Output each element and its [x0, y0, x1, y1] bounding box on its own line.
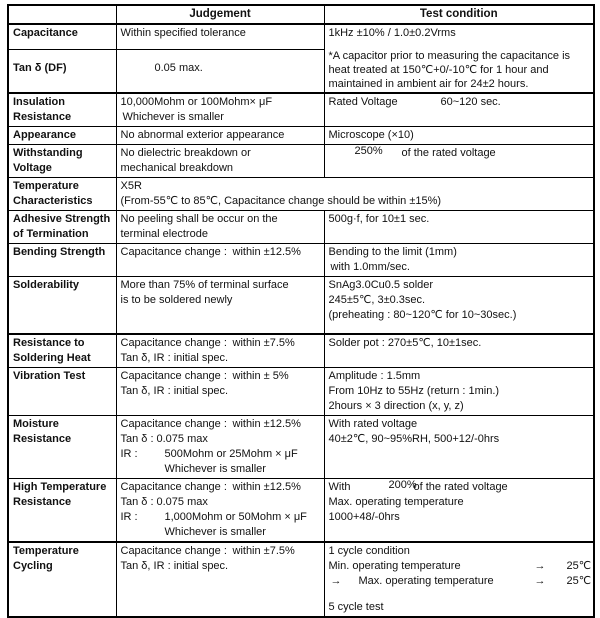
appearance-condition: Microscope (×10) [324, 127, 594, 145]
bending-label: Bending Strength [8, 244, 116, 277]
row-withstanding [8, 145, 594, 178]
vibration-judgement: Capacitance change : within ± 5% Tan δ, IR : initial spec. [116, 367, 324, 415]
adhesive-judgement: No peeling shall be occur on the terminal electrode [116, 211, 324, 244]
moisture-judgement: Capacitance change : within ±12.5% Tan δ : 0.075 max IR : 500Mohm or 25Mohm × μF Whichever is smaller [116, 415, 324, 478]
arrow-icon: → [330, 574, 342, 587]
bending-judgement: Capacitance change : within ±12.5% [116, 244, 324, 277]
solderability-judgement: More than 75% of terminal surface is to be soldered newly [116, 277, 324, 334]
row-capacitance [8, 24, 594, 49]
capacitance-label: Capacitance [8, 24, 116, 49]
row-high-temp [8, 478, 594, 542]
header-judgement: Judgement [116, 5, 324, 24]
spacer [329, 41, 590, 49]
row-temp-cycling [8, 542, 594, 617]
row-bending [8, 244, 594, 277]
high-temp-label: High Temperature Resistance [8, 478, 116, 542]
capacitance-condition-line: 1kHz ±10% / 1.0±0.2Vrms [328, 27, 456, 39]
appearance-label: Appearance [8, 127, 116, 145]
bending-condition: Bending to the limit (1mm) with 1.0mm/sec. [324, 244, 594, 277]
high-temp-judgement: Capacitance change : within ±12.5% Tan δ : 0.075 max IR : 1,000Mohm or 50Mohm × μF Whichever is smaller [116, 478, 324, 542]
insulation-label: Insulation Resistance [8, 93, 116, 127]
row-adhesive [8, 211, 594, 244]
header-test-condition: Test condition [324, 5, 594, 24]
vibration-label: Vibration Test [8, 367, 116, 415]
tan-df-judgement: 0.05 max. [116, 49, 324, 93]
temp-characteristics-merged: X5R (From-55℃ to 85℃, Capacitance change should be within ±15%) [116, 178, 594, 211]
row-insulation [8, 93, 594, 127]
header-row [8, 5, 594, 24]
withstanding-condition: 250% of the rated voltage [324, 145, 594, 178]
row-appearance [8, 127, 594, 145]
adhesive-condition: 500g·f, for 10±1 sec. [324, 211, 594, 244]
row-moisture [8, 415, 594, 478]
adhesive-label: Adhesive Strength of Termination [8, 211, 116, 244]
row-temp-characteristics [8, 178, 594, 211]
temp-cycling-label: Temperature Cycling [8, 542, 116, 617]
high-temp-condition: With 200% of the rated voltage Max. operating temperature 1000+48/-0hrs [324, 478, 594, 542]
temp-cycling-condition: 1 cycle condition Min. operating temperature → 25℃ → Max. operating temperature → 25℃ 5 cycle test [324, 542, 594, 617]
moisture-condition: With rated voltage 40±2℃, 90~95%RH, 500+12/-0hrs [324, 415, 594, 478]
capacitance-judgement: Within specified tolerance [116, 24, 324, 49]
spacer [329, 589, 590, 600]
row-soldering-heat [8, 334, 594, 368]
moisture-label: Moisture Resistance [8, 415, 116, 478]
insulation-judgement: 10,000Mohm or 100Mohm× μF Whichever is smaller [116, 93, 324, 127]
soldering-heat-label: Resistance to Soldering Heat [8, 334, 116, 368]
withstanding-label: Withstanding Voltage [8, 145, 116, 178]
row-solderability [8, 277, 594, 334]
solderability-label: Solderability [8, 277, 116, 334]
withstanding-judgement: No dielectric breakdown or mechanical breakdown [116, 145, 324, 178]
row-vibration [8, 367, 594, 415]
temp-characteristics-label: Temperature Characteristics [8, 178, 116, 211]
insulation-condition: Rated Voltage 60~120 sec. [324, 93, 594, 127]
arrow-icon: → [534, 559, 546, 572]
solderability-condition: SnAg3.0Cu0.5 solder 245±5℃, 3±0.3sec. (preheating : 80~120℃ for 10~30sec.) [324, 277, 594, 334]
soldering-heat-judgement: Capacitance change : within ±7.5% Tan δ, IR : initial spec. [116, 334, 324, 368]
capacitance-tan-condition [324, 24, 594, 93]
tan-df-label: Tan δ (DF) [8, 49, 116, 93]
header-empty-cell [8, 5, 116, 24]
spec-table [7, 4, 595, 618]
appearance-judgement: No abnormal exterior appearance [116, 127, 324, 145]
arrow-icon: → [534, 574, 546, 587]
temp-cycling-judgement: Capacitance change : within ±7.5% Tan δ, IR : initial spec. [116, 542, 324, 617]
vibration-condition: Amplitude : 1.5mm From 10Hz to 55Hz (return : 1min.) 2hours × 3 direction (x, y, z) [324, 367, 594, 415]
soldering-heat-condition: Solder pot : 270±5℃, 10±1sec. [324, 334, 594, 368]
tan-condition-note: *A capacitor prior to measuring the capacitance is heat treated at 150℃+0/-10℃ for 1 hour and maintained in ambient air for 24±2 hours. [328, 50, 571, 90]
